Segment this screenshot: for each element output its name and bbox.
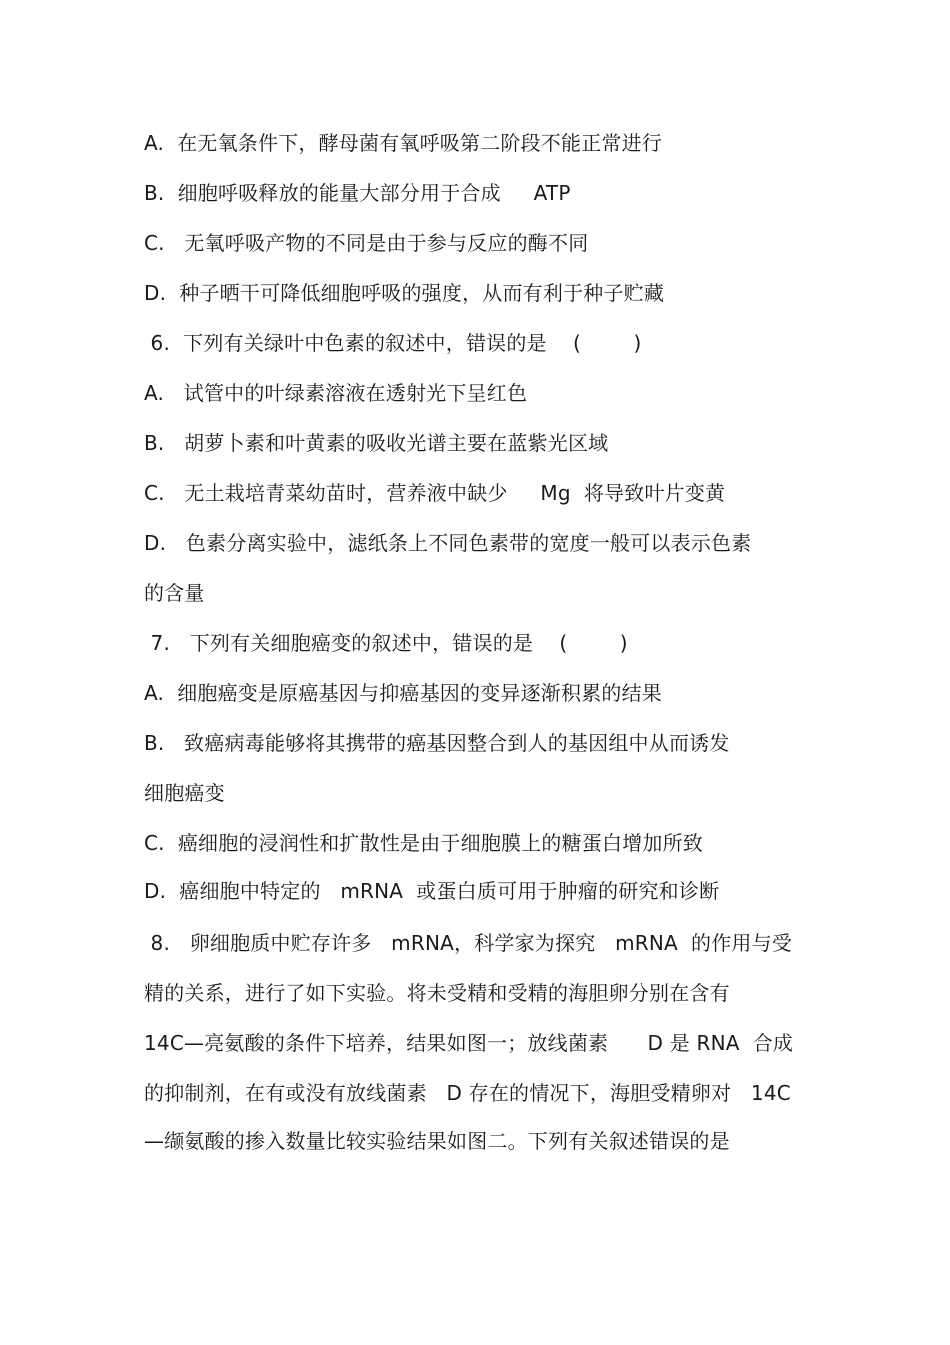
option-5c: C. 无氧呼吸产物的不同是由于参与反应的酶不同	[144, 231, 589, 255]
option-6c: C. 无土栽培青菜幼苗时，营养液中缺少 Mg 将导致叶片变黄	[144, 481, 726, 505]
option-6d: D. 色素分离实验中，滤纸条上不同色素带的宽度一般可以表示色素	[144, 531, 752, 555]
option-6a: A. 试管中的叶绿素溶液在透射光下呈红色	[144, 381, 528, 405]
option-5d: D. 种子晒干可降低细胞呼吸的强度，从而有利于种子贮藏	[144, 281, 665, 305]
question-8-line-1: 8. 卵细胞质中贮存许多 mRNA，科学家为探究 mRNA 的作用与受	[144, 931, 793, 955]
question-8-line-2: 精的关系，进行了如下实验。将未受精和受精的海胆卵分别在含有	[144, 981, 730, 1005]
question-6: 6. 下列有关绿叶中色素的叙述中，错误的是 ( )	[144, 331, 642, 355]
option-6d-continued: 的含量	[144, 581, 205, 605]
question-8-line-4: 的抑制剂，在有或没有放线菌素 D 存在的情况下，海胆受精卵对 14C	[144, 1081, 791, 1105]
option-7b-continued: 细胞癌变	[144, 781, 225, 805]
option-6b: B. 胡萝卜素和叶黄素的吸收光谱主要在蓝紫光区域	[144, 431, 609, 455]
option-7a: A. 细胞癌变是原癌基因与抑癌基因的变异逐渐积累的结果	[144, 681, 663, 705]
question-7: 7. 下列有关细胞癌变的叙述中，错误的是 ( )	[144, 631, 628, 655]
option-7c: C. 癌细胞的浸润性和扩散性是由于细胞膜上的糖蛋白增加所致	[144, 831, 704, 855]
option-7d: D. 癌细胞中特定的 mRNA 或蛋白质可用于肿瘤的研究和诊断	[144, 879, 720, 903]
option-7b: B. 致癌病毒能够将其携带的癌基因整合到人的基因组中从而诱发	[144, 731, 730, 755]
question-8-line-3: 14C—亮氨酸的条件下培养，结果如图一；放线菌素 D 是 RNA 合成	[144, 1031, 794, 1055]
option-5b: B. 细胞呼吸释放的能量大部分用于合成 ATP	[144, 181, 571, 205]
option-5a: A. 在无氧条件下，酵母菌有氧呼吸第二阶段不能正常进行	[144, 131, 663, 155]
question-8-line-5: —缬氨酸的掺入数量比较实验结果如图二。下列有关叙述错误的是	[144, 1129, 730, 1153]
